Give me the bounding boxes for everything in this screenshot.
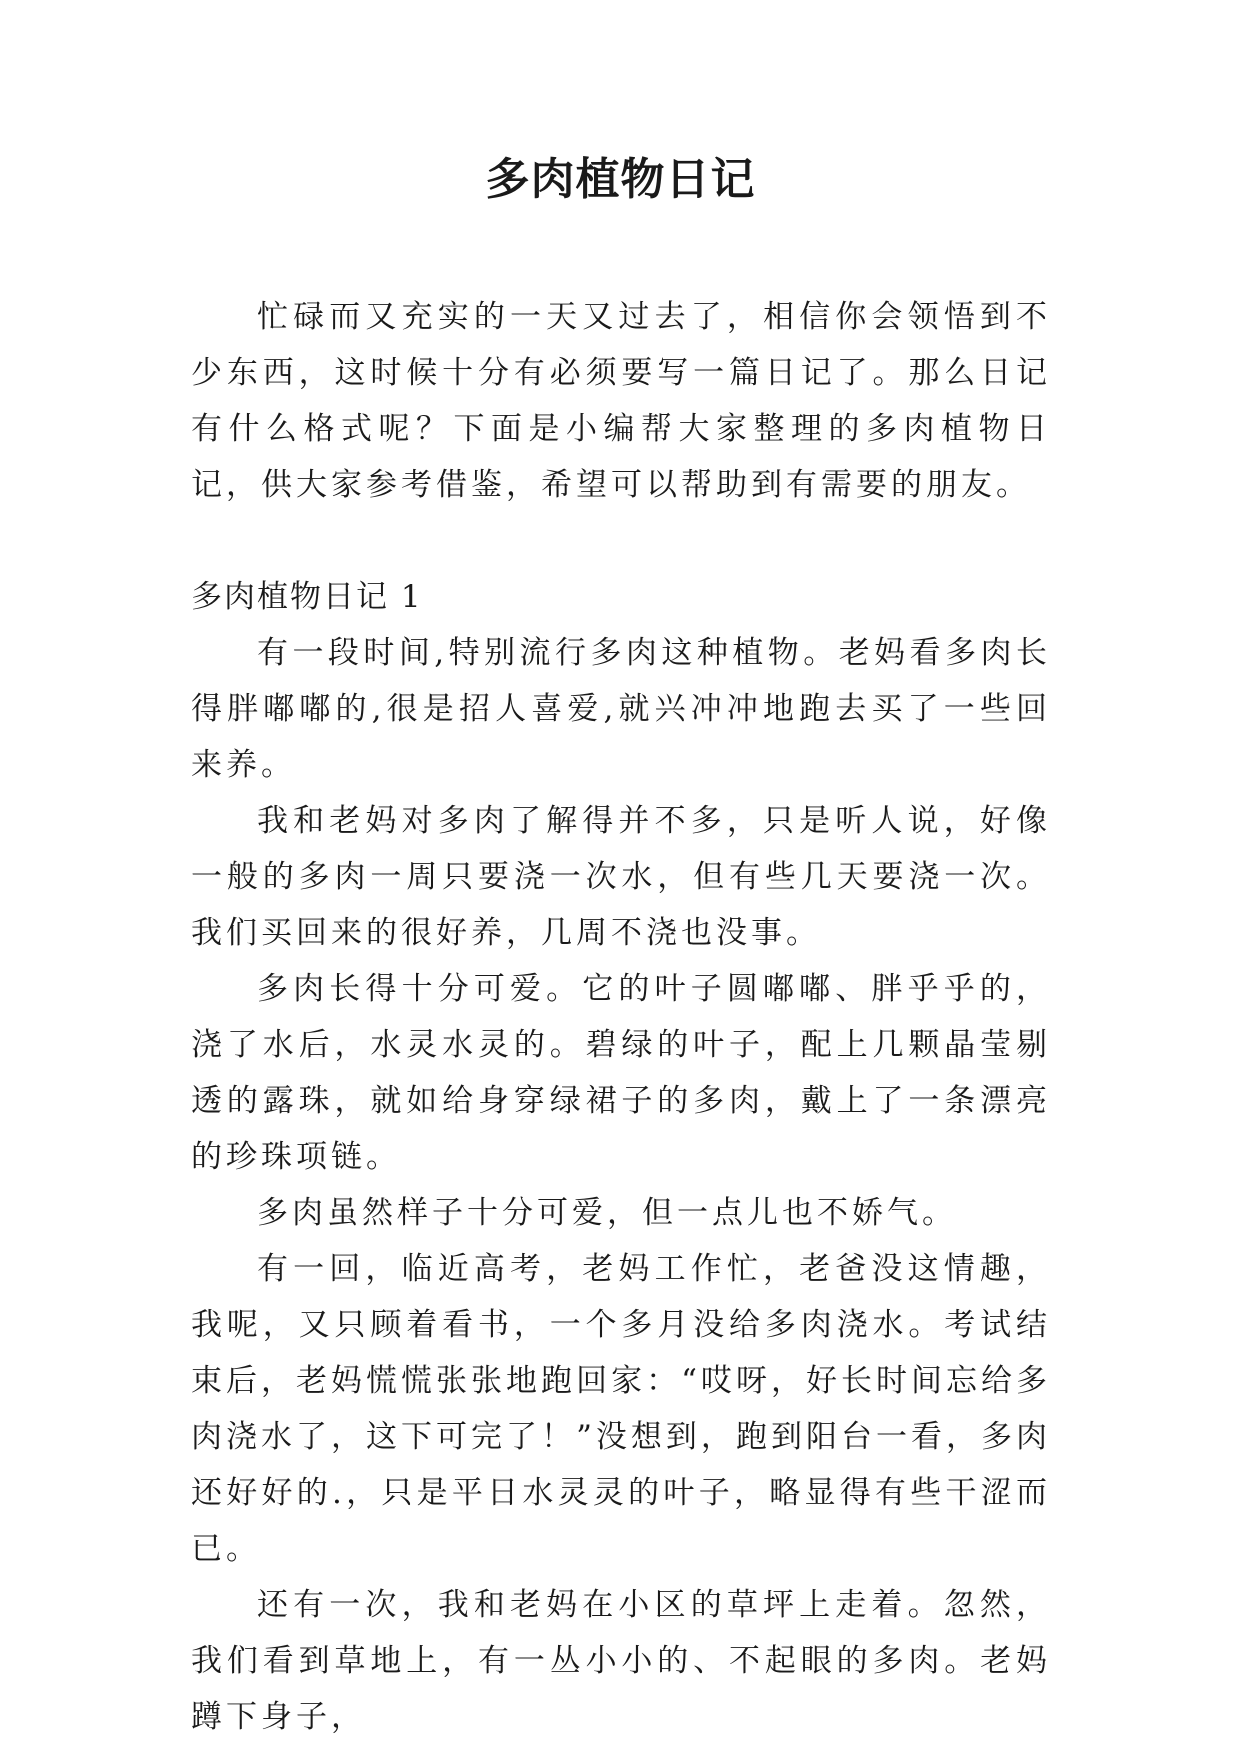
body-paragraph: 多肉长得十分可爱。它的叶子圆嘟嘟、胖乎乎的，浇了水后，水灵水灵的。碧绿的叶子，配上几颗晶莹剔透的露珠，就如给身穿绿裙子的多肉，戴上了一条漂亮的珍珠项链。 (191, 971, 1051, 1175)
body-paragraph: 还有一次，我和老妈在小区的草坪上走着。忽然，我们看到草地上，有一丛小小的、不起眼的多肉。老妈蹲下身子， (191, 1587, 1051, 1735)
document-body (191, 289, 1051, 1745)
paragraph-spacer (191, 513, 1051, 569)
body-paragraph: 有一段时间,特别流行多肉这种植物。老妈看多肉长得胖嘟嘟的,很是招人喜爱,就兴冲冲地跑去买了一些回来养。 (191, 635, 1051, 783)
document-title: 多肉植物日记 (485, 154, 756, 205)
body-paragraph: 我和老妈对多肉了解得并不多，只是听人说，好像一般的多肉一周只要浇一次水，但有些几天要浇一次。我们买回来的很好养，几周不浇也没事。 (191, 803, 1051, 951)
intro-paragraph: 忙碌而又充实的一天又过去了，相信你会领悟到不少东西，这时候十分有必须要写一篇日记了。那么日记有什么格式呢？下面是小编帮大家整理的多肉植物日记，供大家参考借鉴，希望可以帮助到有需要的朋友。 (191, 299, 1051, 503)
body-paragraph: 有一回，临近高考，老妈工作忙，老爸没这情趣，我呢，又只顾着看书，一个多月没给多肉浇水。考试结束后，老妈慌慌张张地跑回家：“哎呀，好长时间忘给多肉浇水了，这下可完了！”没想到，跑到阳台一看，多肉还好好的.，只是平日水灵灵的叶子，略显得有些干涩而已。 (191, 1251, 1051, 1567)
body-paragraph: 多肉虽然样子十分可爱，但一点儿也不娇气。 (257, 1195, 957, 1231)
section-heading: 多肉植物日记 1 (191, 579, 423, 615)
